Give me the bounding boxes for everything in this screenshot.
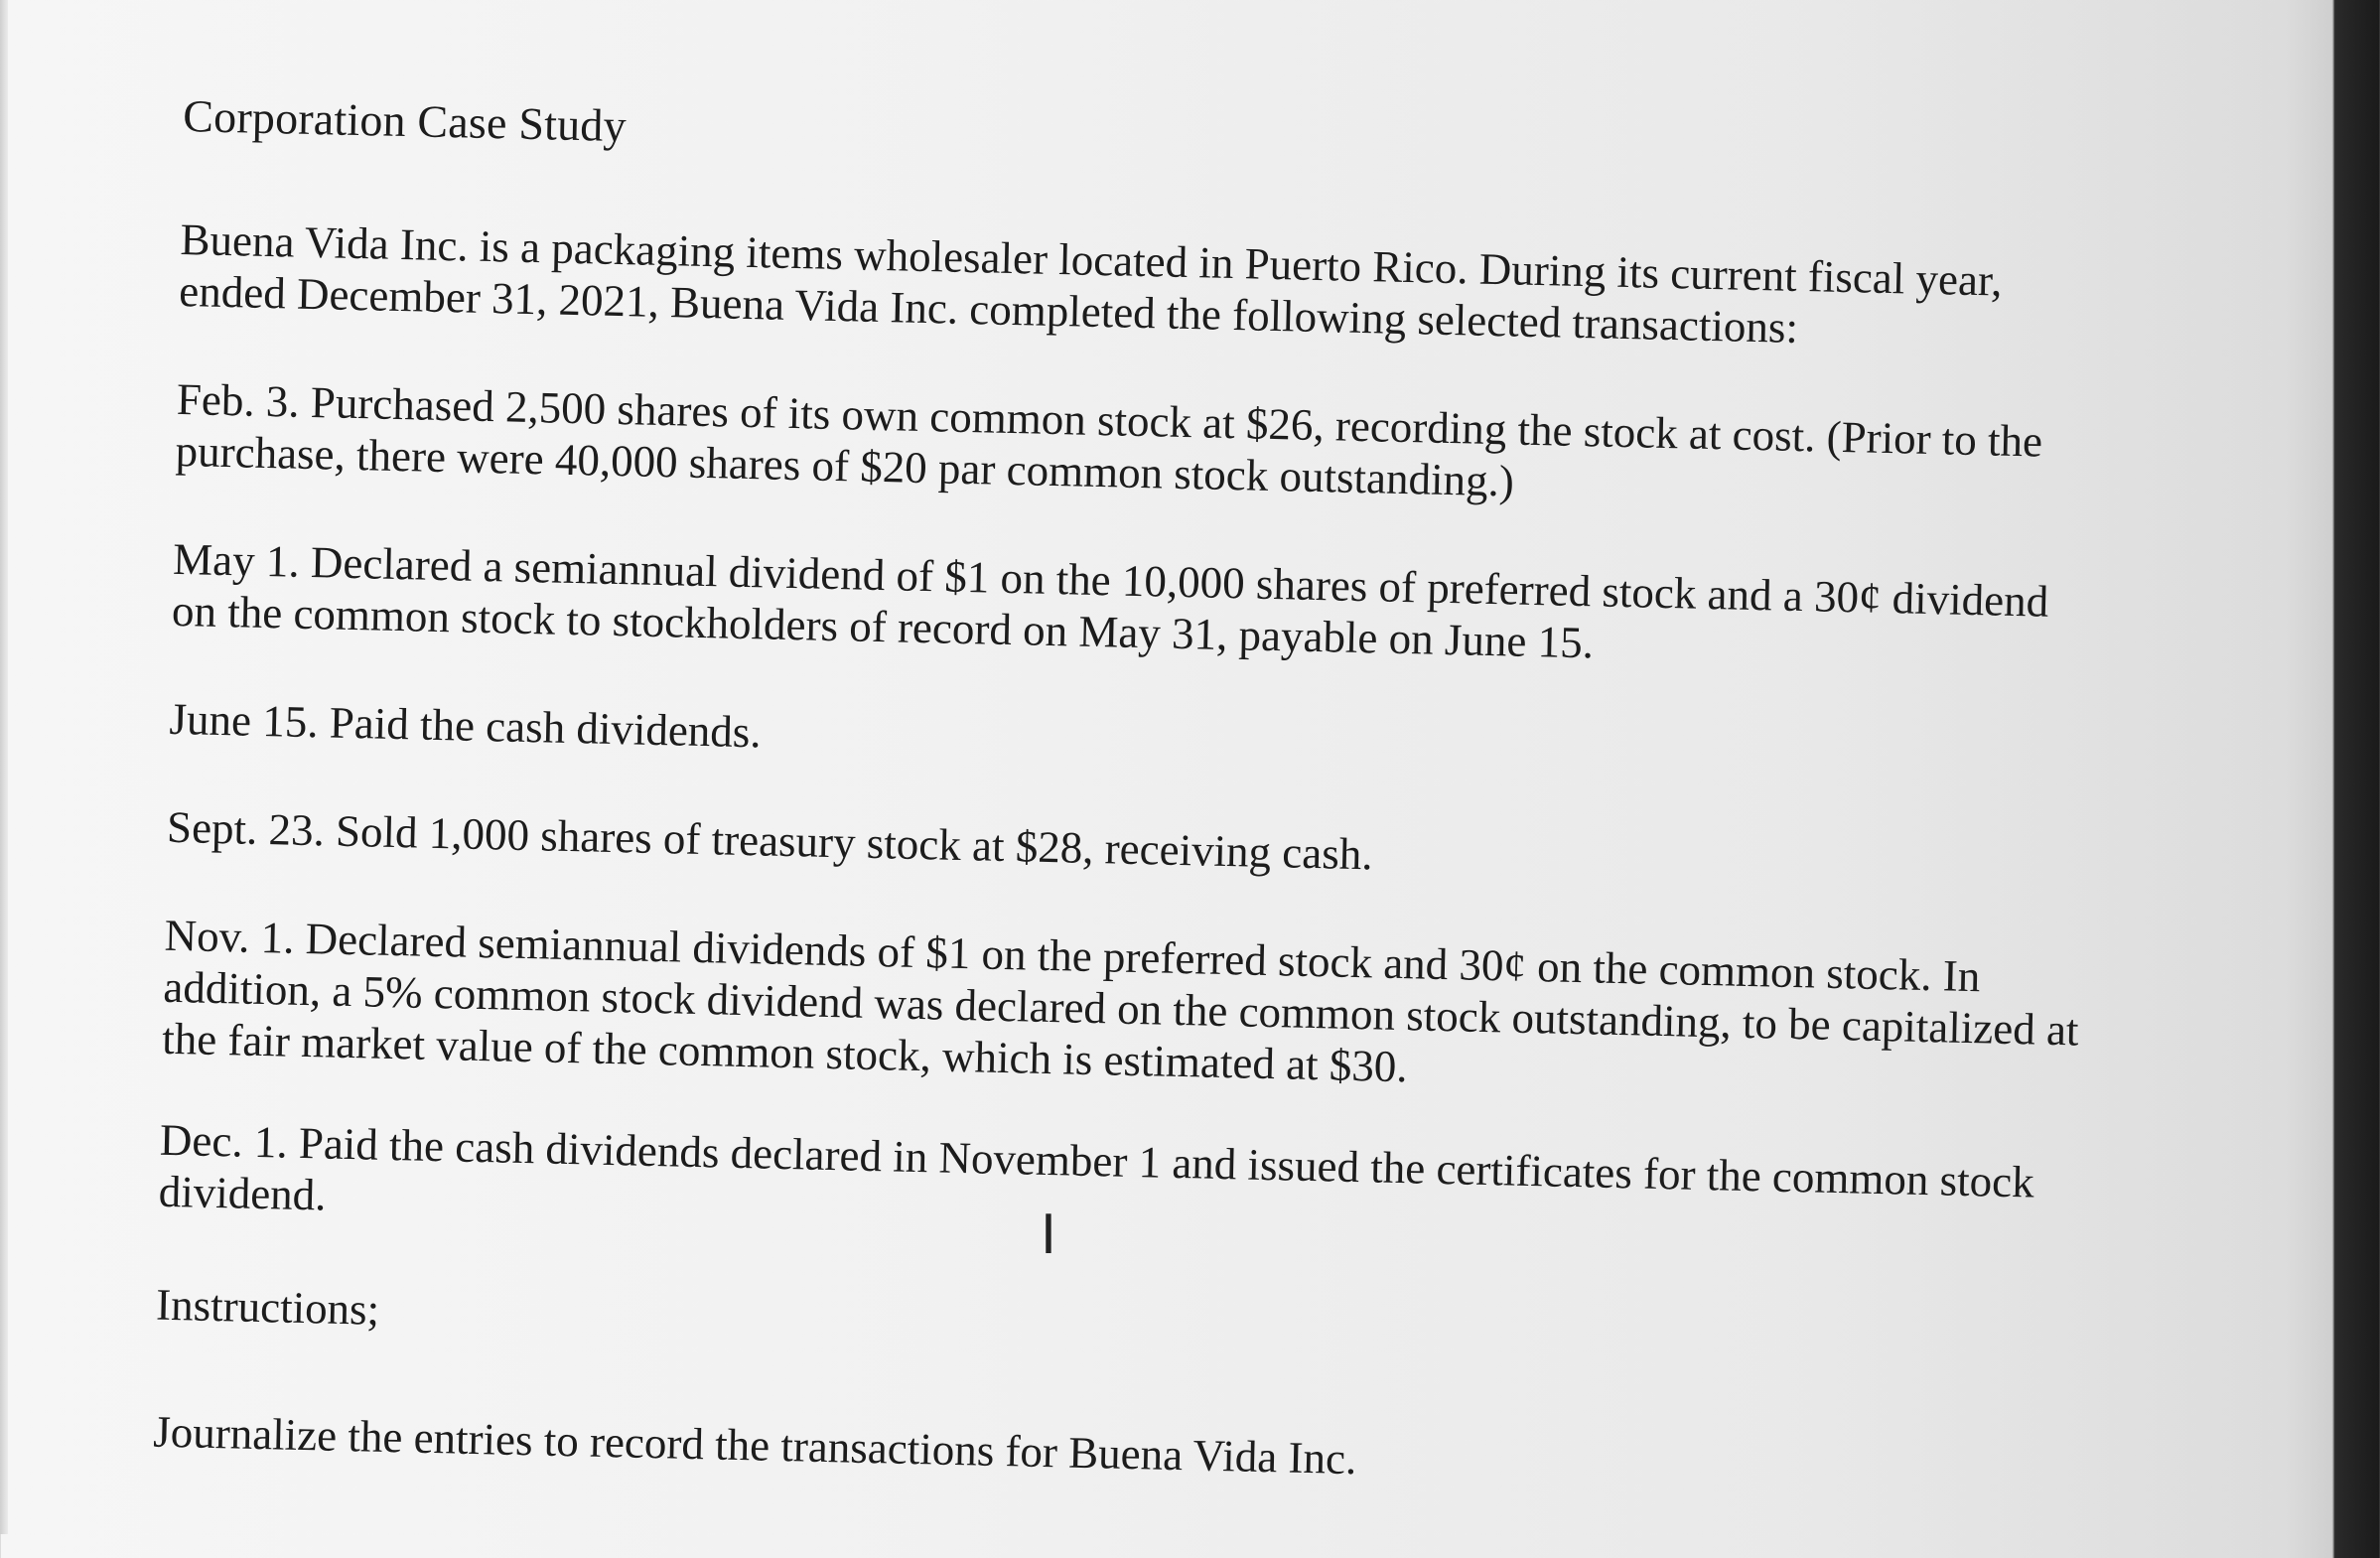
document-body [151,89,2109,1558]
transaction-sept-23: Sept. 23. Sold 1,000 shares of treasury stock at $28, receiving cash. [166,801,1374,880]
instructions-heading: Instructions; [155,1279,380,1335]
transaction-dec-1: Dec. 1. Paid the cash dividends declared in November 1 and issued the certificates for the common stock dividend. [158,1114,2035,1220]
instructions-text: Journalize the entries to record the transactions for Buena Vida Inc. [152,1406,1357,1485]
document-title: Corporation Case Study [182,89,628,152]
transaction-june-15: June 15. Paid the cash dividends. [169,693,763,758]
intro-paragraph: Buena Vida Inc. is a packaging items wholesaler located in Puerto Rico. During its current fiscal year, ended December 31, 2021, Buena Vida Inc. completed the following selected transactions: [178,213,2004,353]
transaction-nov-1: Nov. 1. Declared semiannual dividends of $1 on the preferred stock and 30¢ on the common stock. In addition, a 5% common stock dividend was declared on the common stock outstanding, to be capitalized at the fair market value of the common stock, which is estimated at $30. [161,910,2080,1092]
transaction-feb-3: Feb. 3. Purchased 2,500 shares of its own common stock at $26, recording the stock at cost. (Prior to the purchase, there were 40,000 shares of $20 par common stock outstanding.) [175,373,2043,506]
transaction-may-1: May 1. Declared a semiannual dividend of $1 on the 10,000 shares of preferred stock and a 30¢ dividend on the common stock to stockholders of record on May 31, payable on June 15. [171,533,2049,668]
text-cursor-icon: I [1041,1204,1056,1266]
screen-edge [0,0,8,1534]
